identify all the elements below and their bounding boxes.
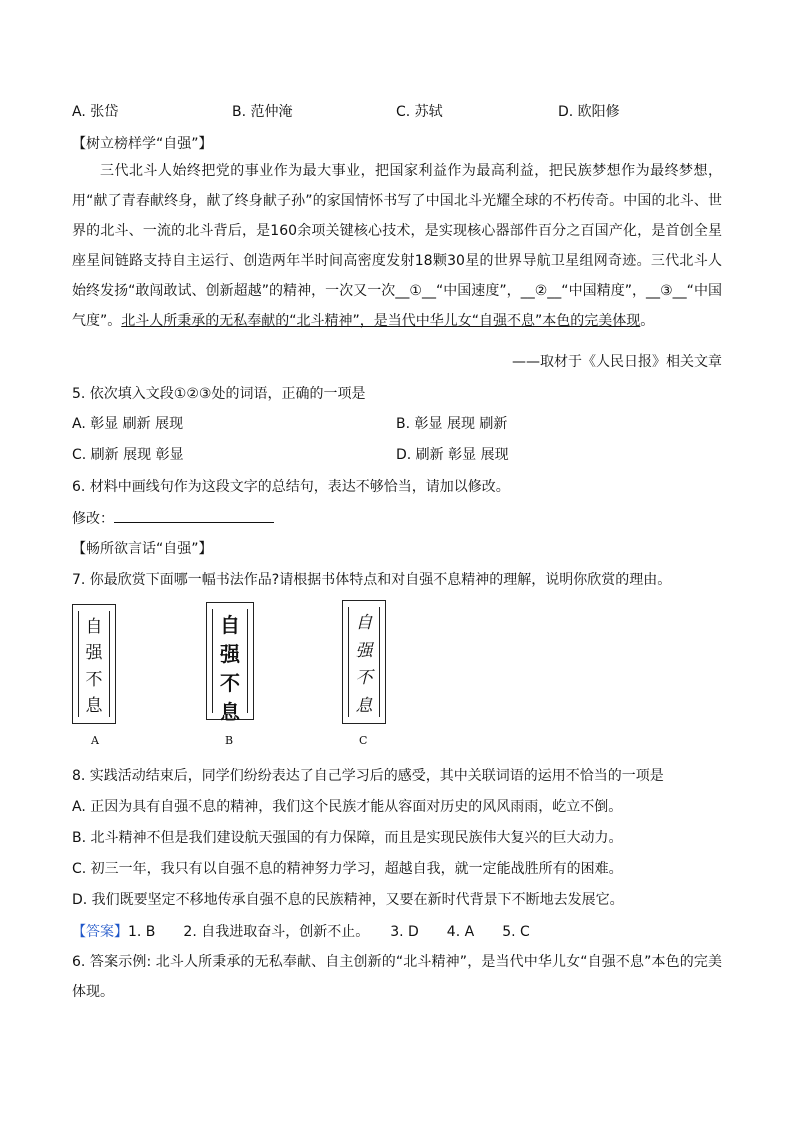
q4-option-a[interactable]: A. 张岱 [72, 104, 119, 120]
q6-answer-blank[interactable] [114, 508, 274, 523]
calligraphy-c-char-1: 自 [355, 613, 373, 634]
q8-option-a[interactable]: A. 正因为具有自强不息的精神，我们这个民族才能从容面对历史的风风雨雨，屹立不倒。 [72, 799, 623, 815]
calligraphy-b-text [212, 609, 248, 724]
answer-tag: 【答案】 [72, 924, 128, 940]
section-title-speak-out: 【畅所欲言话“自强”】 [72, 541, 213, 557]
passage-underlined-sentence: 北斗人所秉承的无私奉献的“北斗精神”，是当代中华儿女“自强不息”本色的完美体现 [121, 313, 641, 329]
calligraphy-b-char-3: 不 [220, 671, 240, 695]
calligraphy-label-c: C [359, 734, 368, 747]
calligraphy-a-char-3: 不 [85, 669, 103, 690]
calligraphy-scroll-a[interactable] [72, 604, 116, 724]
q8-option-b[interactable]: B. 北斗精神不但是我们建设航天强国的有力保障，而且是实现民族伟大复兴的巨大动力。 [72, 830, 623, 846]
calligraphy-b-char-1: 自 [220, 613, 240, 637]
calligraphy-c-char-3: 不 [355, 668, 373, 689]
q8-stem: 8. 实践活动结束后，同学们纷纷表达了自己学习后的感受，其中关联词语的运用不恰当的一项是 [72, 768, 664, 784]
q5-option-d[interactable]: D. 刷新 彰显 展现 [396, 447, 509, 463]
answer-6: 6. 答案示例: 北斗人所秉承的无私奉献、自主创新的“北斗精神”，是当代中华儿女“自强不息”本色的完美体现。 [72, 954, 722, 1000]
calligraphy-label-b: B [225, 734, 234, 747]
q8-option-d[interactable]: D. 我们既要坚定不移地传承自强不息的民族精神，又要在新时代背景下不断地去发展它。 [72, 892, 624, 908]
calligraphy-c-char-2: 强 [355, 640, 373, 661]
q6-stem: 6. 材料中画线句作为这段文字的总结句，表达不够恰当，请加以修改。 [72, 479, 510, 495]
calligraphy-b-char-4: 息 [220, 700, 240, 724]
calligraphy-c-text [348, 607, 380, 717]
q4-option-b[interactable]: B. 范仲淹 [232, 104, 293, 120]
q4-option-d[interactable]: D. 欧阳修 [558, 104, 620, 120]
calligraphy-scroll-b[interactable] [206, 602, 254, 724]
q5-stem: 5. 依次填入文段①②③处的词语，正确的一项是 [72, 386, 366, 402]
q5-option-b[interactable]: B. 彰显 展现 刷新 [396, 416, 508, 432]
source-line: ——取材于《人民日报》相关文章 [512, 354, 722, 370]
answer-line: 1. B 2. 自我进取奋斗，创新不止。 3. D 4. A 5. C [128, 924, 530, 940]
q5-option-a[interactable]: A. 彰显 刷新 展现 [72, 416, 184, 432]
calligraphy-scroll-c[interactable] [342, 600, 386, 724]
calligraphy-b-char-2: 强 [220, 642, 240, 666]
calligraphy-c-char-4: 息 [355, 695, 373, 716]
q4-option-c[interactable]: C. 苏轼 [396, 104, 443, 120]
passage [72, 156, 722, 336]
q6-answer-row [72, 508, 274, 529]
q8-option-c[interactable]: C. 初三一年，我只有以自强不息的精神努力学习，超越自我，就一定能战胜所有的困难。 [72, 861, 623, 877]
q5-option-c[interactable]: C. 刷新 展现 彰显 [72, 447, 184, 463]
passage-end: 。 [640, 313, 655, 329]
q7-stem: 7. 你最欣赏下面哪一幅书法作品?请根据书体特点和对自强不息精神的理解，说明你欣赏的理由。 [72, 572, 672, 588]
calligraphy-a-text [78, 611, 110, 717]
passage-text: 三代北斗人始终把党的事业作为最大事业，把国家利益作为最高利益，把民族梦想作为最终梦想，用“献了青春献终身，献了终身献子孙”的家国情怀书写了中国北斗光耀全球的不朽传奇。中国的北斗、世界的北斗、一流的北斗背后，是160余项关键核心技术，是实现核心器部件百分之百国产化，是首创全星座星间链路支持自主运行、创造两年半时间高密度发射18颗30星的世界导航卫星组网奇迹。三代北斗人始终发扬“敢闯敢试、创新超越”的精神，一次又一次__①__“中国速度”，__②__“中国精度”，__③__“中国气度”。 [72, 163, 722, 329]
calligraphy-label-a: A [91, 734, 99, 747]
section-title-role-model: 【树立榜样学“自强”】 [72, 136, 213, 152]
calligraphy-a-char-2: 强 [85, 643, 103, 664]
calligraphy-a-char-4: 息 [85, 696, 103, 717]
q6-label: 修改： [72, 511, 114, 527]
answer-row [72, 922, 530, 942]
calligraphy-a-char-1: 自 [85, 616, 103, 637]
